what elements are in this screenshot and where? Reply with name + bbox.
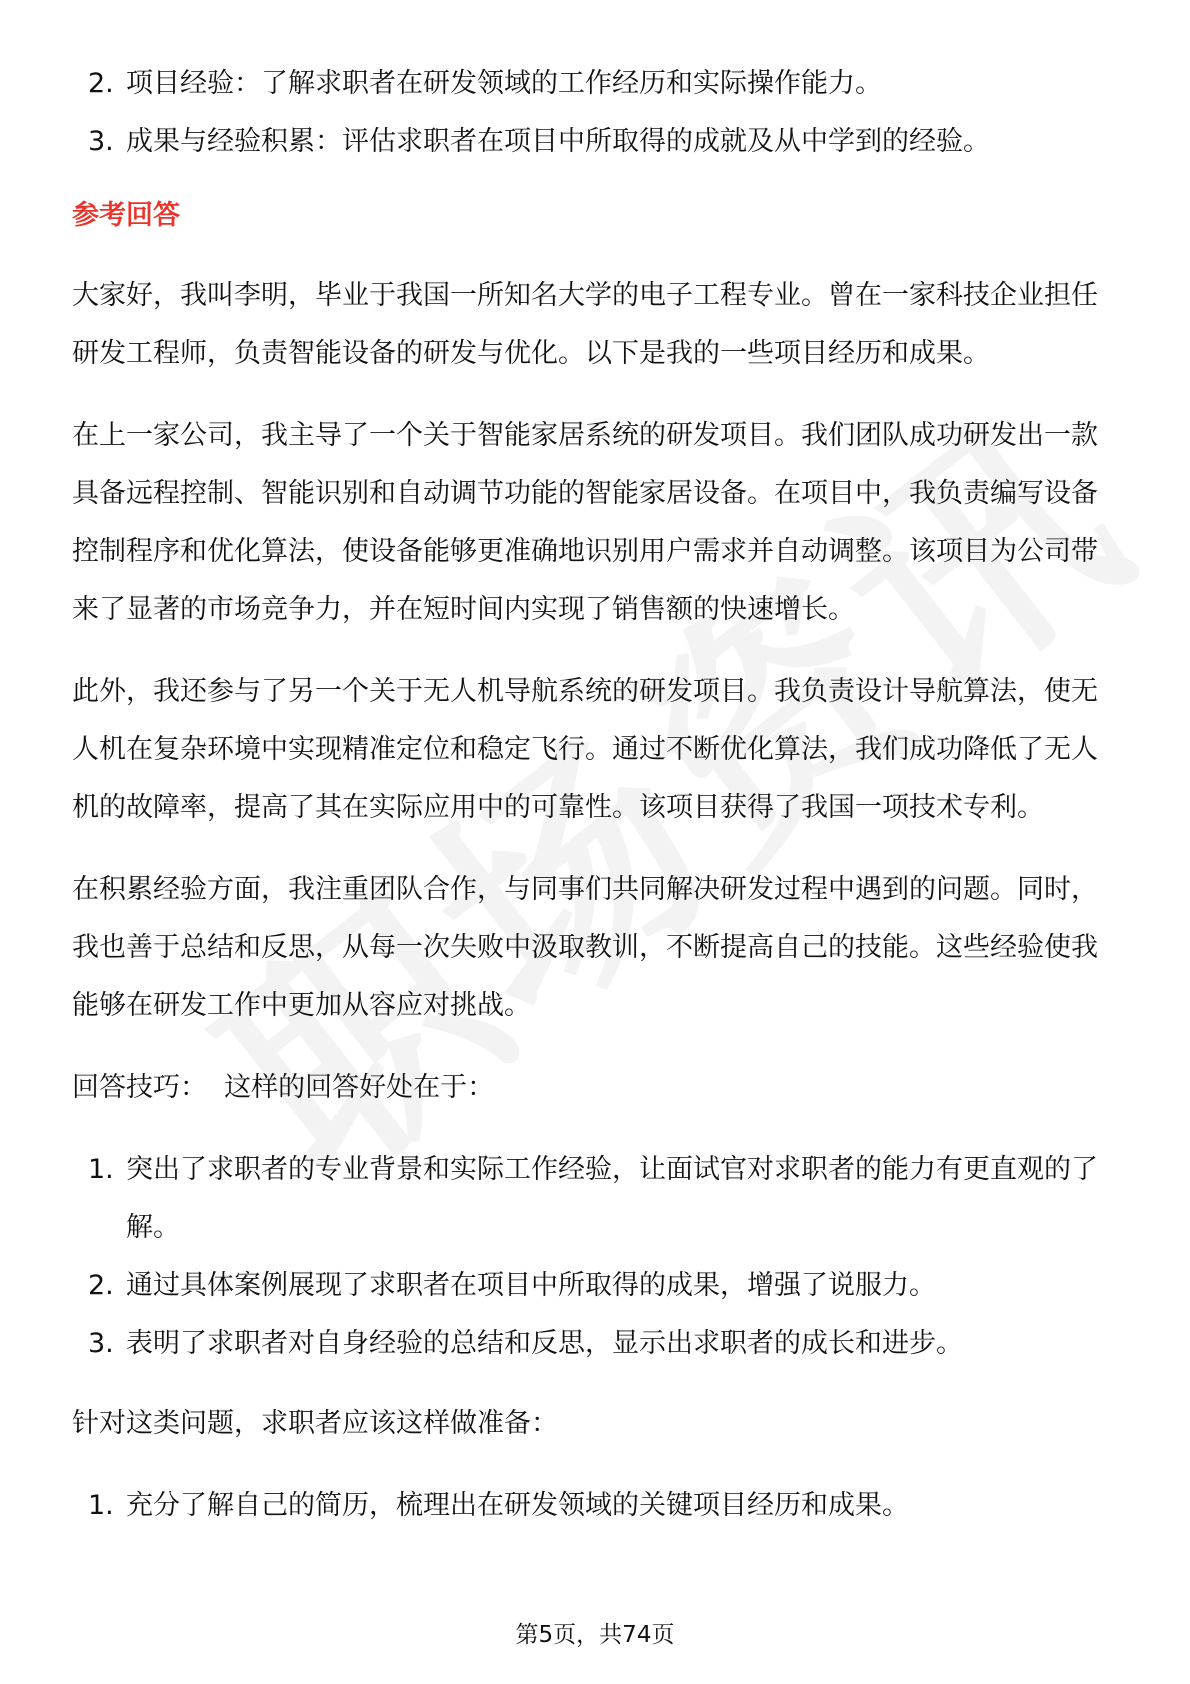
list-item <box>72 1257 1122 1315</box>
list-item-text: 项目经验：了解求职者在研发领域的工作经历和实际操作能力。 <box>126 68 882 99</box>
list-item <box>72 55 1122 113</box>
list-number: 2. <box>88 1270 114 1301</box>
list-number: 1. <box>88 1154 114 1185</box>
list-item-text: 充分了解自己的简历，梳理出在研发领域的关键项目经历和成果。 <box>126 1490 909 1521</box>
list-item-text: 通过具体案例展现了求职者在项目中所取得的成果，增强了说服力。 <box>126 1270 936 1301</box>
prep-intro: 针对这类问题，求职者应该这样做准备： <box>72 1408 558 1439</box>
list-item-text: 成果与经验积累：评估求职者在项目中所取得的成就及从中学到的经验。 <box>126 126 990 157</box>
prep-list <box>72 1477 1122 1535</box>
criteria-list <box>72 55 1122 171</box>
answer-paragraph: 在积累经验方面，我注重团队合作，与同事们共同解决研发过程中遇到的问题。同时，我也善于总结和反思，从每一次失败中汲取教训，不断提高自己的技能。这些经验使我能够在研发工作中更加从容应对挑战。 <box>72 874 1098 1021</box>
list-number: 1. <box>88 1490 114 1521</box>
list-item <box>72 1315 1122 1373</box>
list-item-text: 表明了求职者对自身经验的总结和反思，显示出求职者的成长和进步。 <box>126 1328 963 1359</box>
answer-paragraph: 此外，我还参与了另一个关于无人机导航系统的研发项目。我负责设计导航算法，使无人机在复杂环境中实现精准定位和稳定飞行。通过不断优化算法，我们成功降低了无人机的故障率，提高了其在实际应用中的可靠性。该项目获得了我国一项技术专利。 <box>72 676 1098 823</box>
page-content <box>72 55 1122 1535</box>
answer-paragraph: 在上一家公司，我主导了一个关于智能家居系统的研发项目。我们团队成功研发出一款具备远程控制、智能识别和自动调节功能的智能家居设备。在项目中，我负责编写设备控制程序和优化算法，使设备能够更准确地识别用户需求并自动调整。该项目为公司带来了显著的市场竞争力，并在短时间内实现了销售额的快速增长。 <box>72 420 1098 625</box>
tips-list <box>72 1141 1122 1373</box>
list-item <box>72 113 1122 171</box>
page-footer: 第5页，共74页 <box>515 1622 675 1648</box>
list-item-text: 突出了求职者的专业背景和实际工作经验，让面试官对求职者的能力有更直观的了解。 <box>126 1154 1098 1243</box>
list-number: 2. <box>88 68 114 99</box>
list-item <box>72 1141 1122 1257</box>
tips-intro: 回答技巧： 这样的回答好处在于： <box>72 1072 495 1103</box>
answer-paragraph: 大家好，我叫李明，毕业于我国一所知名大学的电子工程专业。曾在一家科技企业担任研发工程师，负责智能设备的研发与优化。以下是我的一些项目经历和成果。 <box>72 280 1098 369</box>
list-number: 3. <box>88 1328 114 1359</box>
list-item <box>72 1477 1122 1535</box>
section-heading: 参考回答 <box>72 200 180 231</box>
list-number: 3. <box>88 126 114 157</box>
